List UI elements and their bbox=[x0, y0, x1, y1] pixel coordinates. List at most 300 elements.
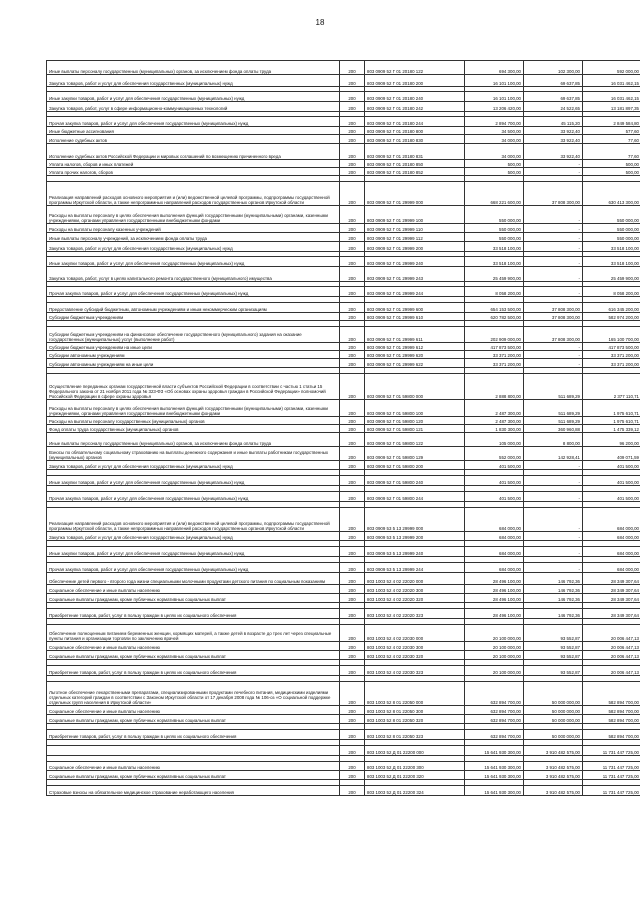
row-name-cell: Обеспечение детей первого - второго года жизни специальными молочными продуктами детского питания по социальным показаниям bbox=[47, 573, 340, 585]
row-amount-cell: 401 500,00 bbox=[465, 492, 524, 502]
row-code-cell: 200 bbox=[340, 461, 365, 470]
row-change-cell: - bbox=[524, 532, 583, 541]
row-change-cell: - bbox=[524, 461, 583, 470]
row-name-cell: Социальные выплаты гражданам, кроме публичных нормативных социальных выплат bbox=[47, 651, 340, 660]
table-row bbox=[47, 303, 640, 313]
row-total-cell: 582 894 700,00 bbox=[583, 730, 640, 740]
row-change-cell: 146 792,36 bbox=[524, 585, 583, 594]
page-number: 18 bbox=[315, 18, 325, 27]
row-kbk-cell: 803 1003 52 8 01 22050 300 bbox=[365, 706, 465, 715]
row-name-cell: Расходы на выплаты персоналу государственных (муниципальных) органов bbox=[47, 417, 340, 425]
row-total-cell: 28 349 307,64 bbox=[583, 573, 640, 585]
row-total-cell: 77,60 bbox=[583, 144, 640, 160]
row-total-cell: 582 974 200,00 bbox=[583, 313, 640, 321]
row-total-cell: 28 349 307,64 bbox=[583, 585, 640, 594]
row-change-cell: - bbox=[524, 563, 583, 573]
row-code-cell: 200 bbox=[340, 476, 365, 486]
row-total-cell: 630 413 300,00 bbox=[583, 182, 640, 206]
table-row bbox=[47, 144, 640, 160]
table-row bbox=[47, 160, 640, 168]
table-row bbox=[47, 447, 640, 461]
table-row bbox=[47, 313, 640, 321]
row-total-cell: 409 071,59 bbox=[583, 447, 640, 461]
row-code-cell: 200 bbox=[340, 762, 365, 771]
row-kbk-cell: 803 0909 52 Г 01 20180 200 bbox=[365, 75, 465, 87]
row-total-cell: 500,00 bbox=[583, 168, 640, 176]
table-row bbox=[47, 585, 640, 594]
table-row bbox=[47, 287, 640, 297]
row-change-cell: 8 800,00 bbox=[524, 433, 583, 447]
row-name-cell: Социальное обеспечение и иные выплаты населению bbox=[47, 706, 340, 715]
row-name-cell: Субсидии автономным учреждениям на иные цели bbox=[47, 359, 340, 368]
row-kbk-cell: 803 0909 52 Г 01 59800 129 bbox=[365, 447, 465, 461]
row-change-cell: 146 792,36 bbox=[524, 609, 583, 619]
row-code-cell: 200 bbox=[340, 492, 365, 502]
row-kbk-cell: 803 1003 52 4 02 22030 000 bbox=[365, 625, 465, 642]
row-code-cell: 200 bbox=[340, 135, 365, 144]
row-change-cell: 37 808 300,00 bbox=[524, 303, 583, 313]
row-kbk-cell: 803 1003 52 Д 01 22200 300 bbox=[365, 762, 465, 771]
table-row bbox=[47, 682, 640, 706]
row-code-cell: 200 bbox=[340, 359, 365, 368]
row-total-cell: 8 058 200,00 bbox=[583, 287, 640, 297]
row-name-cell: Закупка товаров, работ и услуг для обеспечения государственных (муниципальных) нужд bbox=[47, 75, 340, 87]
row-kbk-cell: 803 1003 52 Д 01 22200 000 bbox=[365, 746, 465, 756]
row-total-cell: 401 500,00 bbox=[583, 492, 640, 502]
row-amount-cell: 20 100 000,00 bbox=[465, 666, 524, 676]
table-row bbox=[47, 476, 640, 486]
row-total-cell: 684 000,00 bbox=[583, 547, 640, 557]
row-code-cell: 200 bbox=[340, 168, 365, 176]
row-code-cell: 200 bbox=[340, 102, 365, 112]
row-code-cell: 200 bbox=[340, 746, 365, 756]
row-code-cell: 200 bbox=[340, 666, 365, 676]
row-name-cell: Социальное обеспечение и иные выплаты населению bbox=[47, 585, 340, 594]
row-kbk-cell: 803 1003 52 Д 01 22200 320 bbox=[365, 771, 465, 780]
row-total-cell: 401 500,00 bbox=[583, 461, 640, 470]
row-name-cell: Закупка товаров, работ, услуг в целях капитального ремонта государственного (муниципального) имущества bbox=[47, 267, 340, 282]
row-kbk-cell: 803 0909 52 Г 01 20180 122 bbox=[365, 61, 465, 75]
row-change-cell: - bbox=[524, 359, 583, 368]
row-total-cell: 20 006 447,13 bbox=[583, 666, 640, 676]
row-total-cell: 684 000,00 bbox=[583, 532, 640, 541]
row-kbk-cell: 803 0909 52 Г 01 29999 200 bbox=[365, 242, 465, 252]
row-name-cell: Иные закупки товаров, работ и услуг для обеспечения государственных (муниципальных) нужд bbox=[47, 476, 340, 486]
row-kbk-cell: 803 1003 52 8 01 22050 000 bbox=[365, 682, 465, 706]
table-row bbox=[47, 547, 640, 557]
row-total-cell: 550 000,00 bbox=[583, 206, 640, 224]
row-code-cell: 200 bbox=[340, 287, 365, 297]
row-change-cell: 93 552,87 bbox=[524, 666, 583, 676]
row-name-cell: Иные бюджетные ассигнования bbox=[47, 127, 340, 135]
row-amount-cell: 632 894 700,00 bbox=[465, 682, 524, 706]
row-kbk-cell: 803 0909 52 Г 01 29999 243 bbox=[365, 267, 465, 282]
row-change-cell: - bbox=[524, 160, 583, 168]
row-change-cell: - bbox=[524, 508, 583, 532]
row-total-cell: 1 975 610,71 bbox=[583, 417, 640, 425]
row-name-cell: Социальное обеспечение и иные выплаты населению bbox=[47, 642, 340, 651]
row-amount-cell: 552 000,00 bbox=[465, 447, 524, 461]
budget-table bbox=[46, 60, 640, 796]
table-row bbox=[47, 433, 640, 447]
row-total-cell: 25 459 900,00 bbox=[583, 267, 640, 282]
row-code-cell: 200 bbox=[340, 771, 365, 780]
row-kbk-cell: 803 0909 52 Г 01 29999 622 bbox=[365, 359, 465, 368]
row-kbk-cell: 803 0909 52 Г 01 29999 000 bbox=[365, 182, 465, 206]
row-code-cell: 200 bbox=[340, 144, 365, 160]
table-row bbox=[47, 135, 640, 144]
row-total-cell: 11 731 447 725,00 bbox=[583, 771, 640, 780]
row-kbk-cell: 803 0909 52 Г 01 59800 000 bbox=[365, 374, 465, 400]
row-change-cell: 24 522,65 bbox=[524, 102, 583, 112]
row-change-cell: 511 689,29 bbox=[524, 400, 583, 417]
table-row bbox=[47, 327, 640, 343]
table-row bbox=[47, 715, 640, 724]
row-total-cell: 577,60 bbox=[583, 127, 640, 135]
row-total-cell: 11 731 447 725,00 bbox=[583, 746, 640, 756]
row-code-cell: 200 bbox=[340, 447, 365, 461]
row-change-cell: - bbox=[524, 547, 583, 557]
row-change-cell: 33 922,40 bbox=[524, 127, 583, 135]
row-name-cell: Осуществление переданных органам государственной власти субъектов Российской Федерации в соответствии с частью 1 статьи 15 Федерального закона от 21 ноября 2011 года № 323-ФЗ «Об основах охраны здоровья граждан в Российской Федерации» полномочий Российской Федерации в сфере охраны здоровья bbox=[47, 374, 340, 400]
row-change-cell: - bbox=[524, 168, 583, 176]
row-total-cell: 28 349 307,64 bbox=[583, 594, 640, 603]
table-row bbox=[47, 573, 640, 585]
row-kbk-cell: 803 0909 52 Г 01 59800 200 bbox=[365, 461, 465, 470]
row-name-cell: Социальное обеспечение и иные выплаты населению bbox=[47, 762, 340, 771]
table-row bbox=[47, 771, 640, 780]
row-kbk-cell: 803 0909 52 Г 01 59800 244 bbox=[365, 492, 465, 502]
row-change-cell: 37 808 300,00 bbox=[524, 327, 583, 343]
row-change-cell: - bbox=[524, 287, 583, 297]
row-name-cell: Фонд оплаты труда государственных (муниципальных) органов bbox=[47, 425, 340, 433]
row-total-cell: 2 849 584,80 bbox=[583, 117, 640, 127]
table-row bbox=[47, 127, 640, 135]
table-row bbox=[47, 492, 640, 502]
row-total-cell: 165 100 700,00 bbox=[583, 327, 640, 343]
row-kbk-cell: 803 0909 52 Г 01 59800 100 bbox=[365, 400, 465, 417]
row-amount-cell: 20 100 000,00 bbox=[465, 651, 524, 660]
row-total-cell: 20 006 447,13 bbox=[583, 642, 640, 651]
table-row bbox=[47, 730, 640, 740]
row-kbk-cell: 803 1003 52 4 02 22030 320 bbox=[365, 651, 465, 660]
row-name-cell: Приобретение товаров, работ, услуг в пользу граждан в целях их социального обеспечения bbox=[47, 609, 340, 619]
row-change-cell: 93 552,87 bbox=[524, 642, 583, 651]
row-total-cell: 28 349 307,64 bbox=[583, 609, 640, 619]
row-code-cell: 200 bbox=[340, 730, 365, 740]
row-name-cell: Прочая закупка товаров, работ и услуг для обеспечения государственных (муниципальных) нужд bbox=[47, 117, 340, 127]
table-row bbox=[47, 532, 640, 541]
row-total-cell: 77,60 bbox=[583, 135, 640, 144]
row-amount-cell: 34 000,00 bbox=[465, 135, 524, 144]
table-row bbox=[47, 651, 640, 660]
row-code-cell: 200 bbox=[340, 206, 365, 224]
row-change-cell: 3 910 482 575,00 bbox=[524, 762, 583, 771]
row-change-cell: 50 000 000,00 bbox=[524, 730, 583, 740]
row-total-cell: 33 371 200,00 bbox=[583, 359, 640, 368]
row-name-cell: Иные выплаты персоналу учреждений, за исключением фонда оплаты труда bbox=[47, 233, 340, 242]
row-total-cell: 1 475 339,12 bbox=[583, 425, 640, 433]
row-amount-cell: 550 000,00 bbox=[465, 206, 524, 224]
row-total-cell: 96 200,00 bbox=[583, 433, 640, 447]
row-total-cell: 13 181 897,35 bbox=[583, 102, 640, 112]
row-kbk-cell: 803 0909 52 Г 01 20180 831 bbox=[365, 144, 465, 160]
row-name-cell bbox=[47, 746, 340, 756]
row-amount-cell: 694 300,00 bbox=[465, 61, 524, 75]
row-name-cell: Иные закупки товаров, работ и услуг для обеспечения государственных (муниципальных) нужд bbox=[47, 92, 340, 102]
row-name-cell: Субсидии бюджетным учреждениям на иные цели bbox=[47, 343, 340, 351]
row-total-cell: 592 000,00 bbox=[583, 61, 640, 75]
row-name-cell: Льготное обеспечение лекарственными препаратами, специализированными продуктами лечебного питания, медицинскими изделиями отдельных категорий граждан в соответствии с Законом Иркутской области от 17 декабря 2008 года № 106-оз «О социальной поддержке отдельных групп населения в Иркутской области» bbox=[47, 682, 340, 706]
row-kbk-cell: 803 0909 53 5 13 29999 240 bbox=[365, 547, 465, 557]
row-name-cell: Закупка товаров, работ и услуг для обеспечения государственных (муниципальных) нужд bbox=[47, 461, 340, 470]
row-change-cell: 142 928,41 bbox=[524, 447, 583, 461]
row-name-cell: Иные выплаты персоналу государственных (муниципальных) органов, за исключением фонда оплаты труда bbox=[47, 61, 340, 75]
table-row bbox=[47, 257, 640, 267]
row-kbk-cell: 803 0909 52 Г 01 29999 612 bbox=[365, 343, 465, 351]
row-name-cell: Прочая закупка товаров, работ и услуг для обеспечения государственных (муниципальных) нужд bbox=[47, 492, 340, 502]
row-amount-cell: 2 487 300,00 bbox=[465, 400, 524, 417]
row-total-cell: 550 000,00 bbox=[583, 224, 640, 233]
row-kbk-cell: 803 1003 52 4 02 22020 323 bbox=[365, 609, 465, 619]
row-total-cell: 401 500,00 bbox=[583, 476, 640, 486]
row-amount-cell: 2 888 800,00 bbox=[465, 374, 524, 400]
row-change-cell: - bbox=[524, 224, 583, 233]
row-name-cell: Реализация направлений расходов основного мероприятия и (или) ведомственной целевой программы, подпрограммы государственной программы Иркутской области, а также непрограммных направлений расходов государственных органов Иркутской области bbox=[47, 508, 340, 532]
row-amount-cell: 401 500,00 bbox=[465, 476, 524, 486]
row-change-cell: - bbox=[524, 257, 583, 267]
row-total-cell: 582 894 700,00 bbox=[583, 706, 640, 715]
row-name-cell: Закупка товаров, работ и услуг для обеспечения государственных (муниципальных) нужд bbox=[47, 242, 340, 252]
row-code-cell: 200 bbox=[340, 303, 365, 313]
row-change-cell: 360 960,88 bbox=[524, 425, 583, 433]
row-kbk-cell: 803 1003 52 4 02 22020 000 bbox=[365, 573, 465, 585]
row-change-cell: 93 552,87 bbox=[524, 651, 583, 660]
row-code-cell: 200 bbox=[340, 532, 365, 541]
row-name-cell: Обеспечение полноценным питанием беременных женщин, кормящих матерей, а также детей в возрасте до трех лет через специальные пункты питания и организации торговли по заключению врачей bbox=[47, 625, 340, 642]
row-amount-cell: 25 459 900,00 bbox=[465, 267, 524, 282]
row-code-cell: 200 bbox=[340, 224, 365, 233]
table-row bbox=[47, 625, 640, 642]
row-code-cell: 200 bbox=[340, 706, 365, 715]
row-total-cell: 582 894 700,00 bbox=[583, 715, 640, 724]
row-change-cell: 69 637,85 bbox=[524, 92, 583, 102]
table-row bbox=[47, 400, 640, 417]
row-total-cell: 417 873 500,00 bbox=[583, 343, 640, 351]
table-row bbox=[47, 642, 640, 651]
row-amount-cell: 33 371 200,00 bbox=[465, 359, 524, 368]
row-change-cell: 3 910 482 575,00 bbox=[524, 771, 583, 780]
row-name-cell: Субсидии автономным учреждениям bbox=[47, 351, 340, 359]
row-name-cell: Социальные выплаты гражданам, кроме публичных нормативных социальных выплат bbox=[47, 715, 340, 724]
row-amount-cell: 15 641 930 300,00 bbox=[465, 786, 524, 796]
table-row bbox=[47, 666, 640, 676]
row-amount-cell: 1 830 300,00 bbox=[465, 425, 524, 433]
row-change-cell: 69 637,85 bbox=[524, 75, 583, 87]
table-row bbox=[47, 563, 640, 573]
row-amount-cell: 28 496 100,00 bbox=[465, 594, 524, 603]
row-name-cell: Социальные выплаты гражданам, кроме публичных нормативных социальных выплат bbox=[47, 771, 340, 780]
row-change-cell: 33 922,40 bbox=[524, 144, 583, 160]
row-change-cell: 37 808 300,00 bbox=[524, 182, 583, 206]
row-amount-cell: 15 641 930 300,00 bbox=[465, 771, 524, 780]
row-amount-cell: 105 000,00 bbox=[465, 433, 524, 447]
row-code-cell: 200 bbox=[340, 351, 365, 359]
row-amount-cell: 401 500,00 bbox=[465, 461, 524, 470]
table-row bbox=[47, 267, 640, 282]
row-total-cell: 11 731 447 725,00 bbox=[583, 762, 640, 771]
row-kbk-cell: 803 0909 52 Г 01 20180 240 bbox=[365, 92, 465, 102]
row-amount-cell: 684 000,00 bbox=[465, 532, 524, 541]
row-name-cell: Приобретение товаров, работ, услуг в пользу граждан в целях их социального обеспечения bbox=[47, 730, 340, 740]
row-total-cell: 16 031 462,15 bbox=[583, 75, 640, 87]
row-kbk-cell: 803 1003 52 4 02 22020 300 bbox=[365, 585, 465, 594]
row-name-cell: Взносы по обязательному социальному страхованию на выплаты денежного содержания и иные выплаты работникам государственных (муниципальных) органов bbox=[47, 447, 340, 461]
row-kbk-cell: 803 1003 52 8 01 22050 323 bbox=[365, 730, 465, 740]
table-row bbox=[47, 786, 640, 796]
row-amount-cell: 654 153 500,00 bbox=[465, 303, 524, 313]
row-amount-cell: 500,00 bbox=[465, 160, 524, 168]
row-amount-cell: 668 221 600,00 bbox=[465, 182, 524, 206]
row-name-cell: Реализация направлений расходов основного мероприятия и (или) ведомственной целевой программы, подпрограммы государственной программы Иркутской области, а также непрограммных направлений расходов государственных органов Иркутской области bbox=[47, 182, 340, 206]
row-name-cell: Иные закупки товаров, работ и услуг для обеспечения государственных (муниципальных) нужд bbox=[47, 547, 340, 557]
row-change-cell: 33 922,40 bbox=[524, 135, 583, 144]
row-total-cell: 684 000,00 bbox=[583, 508, 640, 532]
row-total-cell: 11 731 447 725,00 bbox=[583, 786, 640, 796]
row-kbk-cell: 803 0909 52 Г 01 29999 611 bbox=[365, 327, 465, 343]
row-change-cell: 3 910 482 575,00 bbox=[524, 786, 583, 796]
row-change-cell: 3 910 482 575,00 bbox=[524, 746, 583, 756]
row-kbk-cell: 803 0909 53 5 13 29999 200 bbox=[365, 532, 465, 541]
row-change-cell: - bbox=[524, 492, 583, 502]
table-row bbox=[47, 61, 640, 75]
row-code-cell: 200 bbox=[340, 609, 365, 619]
row-amount-cell: 28 496 100,00 bbox=[465, 585, 524, 594]
row-name-cell: Предоставление субсидий бюджетным, автономным учреждениям и иным некоммерческим организациям bbox=[47, 303, 340, 313]
table-row bbox=[47, 102, 640, 112]
row-name-cell: Субсидии бюджетным учреждениям bbox=[47, 313, 340, 321]
row-name-cell: Иные выплаты персоналу государственных (муниципальных) органов, за исключением фонда оплаты труда bbox=[47, 433, 340, 447]
row-code-cell: 200 bbox=[340, 117, 365, 127]
row-kbk-cell: 803 1003 52 4 02 22020 320 bbox=[365, 594, 465, 603]
row-kbk-cell: 803 1003 52 4 02 22030 300 bbox=[365, 642, 465, 651]
table-row bbox=[47, 117, 640, 127]
row-change-cell: 146 792,36 bbox=[524, 594, 583, 603]
table-row bbox=[47, 242, 640, 252]
row-change-cell: 511 689,29 bbox=[524, 374, 583, 400]
row-total-cell: 16 031 462,15 bbox=[583, 92, 640, 102]
row-change-cell: - bbox=[524, 476, 583, 486]
row-change-cell: 50 000 000,00 bbox=[524, 706, 583, 715]
row-code-cell: 200 bbox=[340, 75, 365, 87]
row-total-cell: 33 518 100,00 bbox=[583, 257, 640, 267]
row-code-cell: 200 bbox=[340, 182, 365, 206]
table-row bbox=[47, 417, 640, 425]
table-row bbox=[47, 343, 640, 351]
row-amount-cell: 33 518 100,00 bbox=[465, 242, 524, 252]
row-amount-cell: 16 101 100,00 bbox=[465, 92, 524, 102]
row-name-cell: Приобретение товаров, работ, услуг в пользу граждан в целях их социального обеспечения bbox=[47, 666, 340, 676]
row-kbk-cell: 803 0909 52 Г 01 59800 120 bbox=[365, 417, 465, 425]
row-amount-cell: 202 909 000,00 bbox=[465, 327, 524, 343]
table-row bbox=[47, 168, 640, 176]
row-kbk-cell: 803 0909 53 5 13 29999 000 bbox=[365, 508, 465, 532]
row-amount-cell: 632 894 700,00 bbox=[465, 730, 524, 740]
row-change-cell: 37 808 300,00 bbox=[524, 313, 583, 321]
row-kbk-cell: 803 1003 52 4 02 22030 323 bbox=[365, 666, 465, 676]
row-amount-cell: 550 000,00 bbox=[465, 224, 524, 233]
row-total-cell: 2 377 110,71 bbox=[583, 374, 640, 400]
row-name-cell: Субсидии бюджетным учреждениям на финансовое обеспечение государственного (муниципального) задания на оказание государственных (муниципальных) услуг (выполнение работ) bbox=[47, 327, 340, 343]
row-amount-cell: 20 100 000,00 bbox=[465, 642, 524, 651]
row-name-cell: Расходы на выплаты персоналу в целях обеспечения выполнения функций государственными (муниципальными) органами, казенными учреждениями, органами управления государственными внебюджетными фондами bbox=[47, 400, 340, 417]
row-name-cell: Закупка товаров, работ, услуг в сфере информационно-коммуникационных технологий bbox=[47, 102, 340, 112]
row-change-cell: - bbox=[524, 206, 583, 224]
row-kbk-cell: 803 0909 52 Г 01 29999 244 bbox=[365, 287, 465, 297]
row-name-cell: Страховые взносы на обязательное медицинское страхование неработающего населения bbox=[47, 786, 340, 796]
row-code-cell: 200 bbox=[340, 682, 365, 706]
row-amount-cell: 28 496 100,00 bbox=[465, 609, 524, 619]
row-amount-cell: 8 058 200,00 bbox=[465, 287, 524, 297]
table-row bbox=[47, 425, 640, 433]
row-code-cell: 200 bbox=[340, 594, 365, 603]
table-row bbox=[47, 206, 640, 224]
row-amount-cell: 684 000,00 bbox=[465, 563, 524, 573]
row-kbk-cell: 803 0909 52 Г 01 20180 850 bbox=[365, 160, 465, 168]
row-amount-cell: 28 496 100,00 bbox=[465, 573, 524, 585]
table-row bbox=[47, 461, 640, 470]
row-code-cell: 200 bbox=[340, 715, 365, 724]
row-total-cell: 582 894 700,00 bbox=[583, 682, 640, 706]
row-code-cell: 200 bbox=[340, 786, 365, 796]
row-kbk-cell: 803 0909 52 Г 01 29999 112 bbox=[365, 233, 465, 242]
table-row bbox=[47, 374, 640, 400]
row-code-cell: 200 bbox=[340, 433, 365, 447]
row-amount-cell: 33 518 100,00 bbox=[465, 257, 524, 267]
row-code-cell: 200 bbox=[340, 313, 365, 321]
row-kbk-cell: 803 0909 52 Г 01 20180 852 bbox=[365, 168, 465, 176]
table-row bbox=[47, 706, 640, 715]
row-code-cell: 200 bbox=[340, 92, 365, 102]
row-kbk-cell: 803 1003 52 8 01 22050 320 bbox=[365, 715, 465, 724]
row-total-cell: 550 000,00 bbox=[583, 233, 640, 242]
row-change-cell: 93 552,87 bbox=[524, 625, 583, 642]
table-row bbox=[47, 594, 640, 603]
row-amount-cell: 632 894 700,00 bbox=[465, 706, 524, 715]
row-name-cell: Прочая закупка товаров, работ и услуг для обеспечения государственных (муниципальных) нужд bbox=[47, 287, 340, 297]
row-code-cell: 200 bbox=[340, 425, 365, 433]
row-code-cell: 200 bbox=[340, 563, 365, 573]
row-total-cell: 20 006 447,13 bbox=[583, 625, 640, 642]
row-change-cell: 146 792,36 bbox=[524, 573, 583, 585]
table-row bbox=[47, 351, 640, 359]
row-code-cell: 200 bbox=[340, 547, 365, 557]
row-kbk-cell: 803 0909 52 Г 01 29999 240 bbox=[365, 257, 465, 267]
row-code-cell: 200 bbox=[340, 374, 365, 400]
table-row bbox=[47, 762, 640, 771]
row-code-cell: 200 bbox=[340, 642, 365, 651]
row-change-cell: 50 000 000,00 bbox=[524, 682, 583, 706]
row-name-cell: Социальные выплаты гражданам, кроме публичных нормативных социальных выплат bbox=[47, 594, 340, 603]
row-amount-cell: 15 641 930 300,00 bbox=[465, 746, 524, 756]
row-kbk-cell: 803 0909 52 Г 01 29999 600 bbox=[365, 303, 465, 313]
row-amount-cell: 550 000,00 bbox=[465, 233, 524, 242]
row-change-cell: 511 689,29 bbox=[524, 417, 583, 425]
row-kbk-cell: 803 0909 52 Г 01 59800 121 bbox=[365, 425, 465, 433]
row-total-cell: 33 371 200,00 bbox=[583, 351, 640, 359]
row-code-cell: 200 bbox=[340, 508, 365, 532]
row-kbk-cell: 803 0909 52 Г 01 20180 242 bbox=[365, 102, 465, 112]
